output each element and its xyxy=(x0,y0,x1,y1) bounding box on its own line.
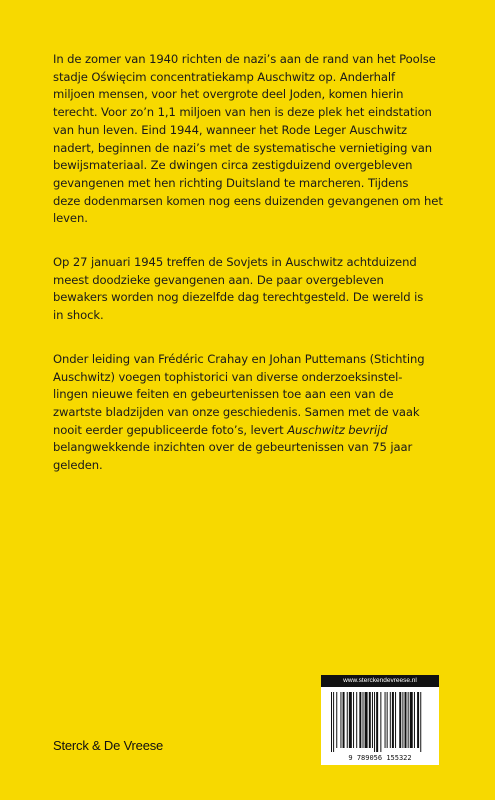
barcode-bar xyxy=(340,692,341,748)
barcode-bar xyxy=(372,692,373,748)
barcode-bar xyxy=(380,692,381,752)
line: meest doodzieke gevangenen aan. De paar overgebleven xyxy=(53,272,384,287)
barcode-bar xyxy=(414,692,415,748)
line: zwartste bladzijden van onze geschiedenis. Samen met de vaak xyxy=(53,404,420,419)
isbn-digits: 9 789056 155322 xyxy=(348,754,412,762)
barcode-bar xyxy=(417,692,419,748)
barcode-bar xyxy=(408,692,409,748)
barcode-bar xyxy=(387,692,388,748)
barcode-bar xyxy=(336,692,337,748)
barcode-bar xyxy=(405,692,407,748)
barcode-bar xyxy=(343,692,345,748)
barcode-bar xyxy=(395,692,396,748)
barcode-bar xyxy=(420,692,421,752)
line: van hun leven. Eind 1944, wanneer het Rode Leger Auschwitz xyxy=(53,122,408,137)
barcode-bar xyxy=(374,692,375,752)
line: Op 27 januari 1945 treffen de Sovjets in Auschwitz achtduizend xyxy=(53,255,417,270)
line: Auschwitz) voegen tophistorici van diverse onderzoeksinstel- xyxy=(53,369,403,384)
barcode-bar xyxy=(385,692,386,748)
paragraph-1 xyxy=(53,51,453,228)
barcode-bar xyxy=(349,692,352,748)
line: gevangenen met hen richting Duitsland te marcheren. Tijdens xyxy=(53,175,409,190)
line: In de zomer van 1940 richten de nazi’s aan de rand van het Poolse xyxy=(53,52,436,66)
line: terecht. Voor zo’n 1,1 miljoen van hen is deze plek het eindstation xyxy=(53,105,432,120)
line: lingen nieuwe feiten en gebeurtenissen toe aan een van de xyxy=(53,387,394,402)
publisher-name: Sterck & De Vreese xyxy=(53,738,164,753)
line: nooit eerder gepubliceerde foto’s, levert xyxy=(53,422,288,437)
barcode-bar xyxy=(331,692,332,752)
publisher-url: www.sterckendevreese.nl xyxy=(321,675,439,687)
barcode-bar xyxy=(363,692,364,748)
barcode-bar xyxy=(399,692,401,748)
barcode-bar xyxy=(410,692,413,748)
barcode-bar xyxy=(369,692,371,748)
line: belangwekkende inzichten over de gebeurtenissen van 75 jaar xyxy=(53,440,413,455)
line: miljoen mensen, voor het overgrote deel Joden, komen hierin xyxy=(53,87,404,102)
isbn-barcode xyxy=(327,692,433,762)
line: deze dodenmarsen komen nog eens duizenden gevangenen om het xyxy=(53,193,443,208)
book-title: Auschwitz bevrijd xyxy=(287,422,388,437)
barcode-bar xyxy=(392,692,394,748)
line: geleden. xyxy=(53,458,103,473)
barcode-bar xyxy=(356,692,357,748)
line: bewakers worden nog diezelfde dag terechtgesteld. De wereld is xyxy=(53,290,424,305)
back-cover-blurb xyxy=(53,51,453,501)
line: stadje Oświęcim concentratiekamp Auschwitz op. Anderhalf xyxy=(53,69,395,84)
barcode-bar xyxy=(390,692,391,748)
barcode-bar xyxy=(376,692,378,752)
barcode-bar xyxy=(359,692,361,748)
barcode-bar xyxy=(353,692,354,748)
line: nadert, beginnen de nazi’s met de systematische vernietiging van xyxy=(53,140,433,155)
line: Onder leiding van Frédéric Crahay en Johan Puttemans (Stichting xyxy=(53,351,425,366)
line: leven. xyxy=(53,211,88,226)
barcode-block xyxy=(321,675,439,765)
barcode-bar xyxy=(365,692,368,748)
barcode-bar xyxy=(347,692,348,748)
line: bewijsmateriaal. Ze dwingen circa zestigduizend overgebleven xyxy=(53,158,413,173)
line: in shock. xyxy=(53,308,104,323)
paragraph-3 xyxy=(53,351,453,475)
barcode-bar xyxy=(402,692,403,748)
paragraph-2 xyxy=(53,254,453,325)
barcode-bar xyxy=(333,692,334,752)
